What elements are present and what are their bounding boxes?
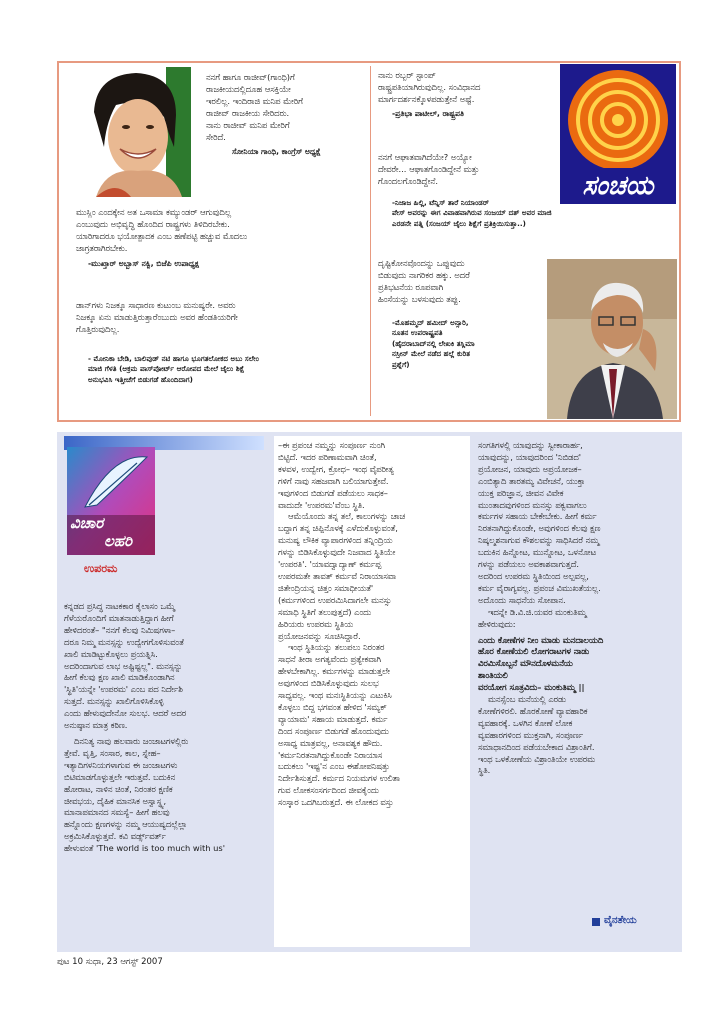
text-line: ಯಾವುದನ್ನು, ಯಾವುದರಿಂದ 'ನಿಬಿಡದ': [478, 451, 581, 462]
text-line: ಬಿಟಿಮಾಡಗೊಳ್ಳುತ್ತಲೇ ಇರುತ್ತವೆ. ಬದುಕಿನ: [64, 771, 176, 782]
text-line: ಮನಸ್ಸೆಂಬ ಮನೆಯಲ್ಲಿ ಎರಡು: [488, 694, 566, 705]
poem: [478, 635, 678, 695]
poem-line: ಎಂದು ಕೋಣೆಗಳ ನೀಂ ಮಾಡು ಮನದಾಲಯದಿ: [478, 634, 604, 645]
attr-line: ನೂತನ ಉಪರಾಷ್ಟ್ರಪತಿ: [392, 328, 443, 338]
text-line: ಹೇಳಿದರಂತೆ– "ನನಗೆ ಕೆಲವು ನಿಮಿಷಗಳಾ–: [64, 624, 176, 635]
text-line: ಮಾನಾಪಮಾನದ ಸಮಸ್ಯೆ– ಹೀಗೆ ಹಲವು: [64, 807, 170, 818]
quote-line: ಇರಲಿಲ್ಲ. ಇಂದಿರಾಜಿ ಮನಿಪ ಮೇರಿಗೆ: [206, 95, 303, 106]
author-square-icon: [592, 918, 600, 926]
text-line: ಯುಕ್ತ ಪರಿಜ್ಞಾನ, ಜೀವನ ವಿವೇಕ: [478, 487, 564, 498]
text-line: ಹೇಳುವಂತೆ 'The world is too much with us': [64, 843, 226, 854]
quote-line: ನಾನು ರಬ್ಬರ್ ಸ್ಟಾಂಪ್: [378, 70, 436, 80]
article-column-2: [278, 440, 468, 809]
author-name: ವೈನತೇಯ: [604, 915, 637, 926]
attr-line: ಎರಡನೇ ಪತ್ನಿ (ಸಂಜಯ್ ಜೈಲು ಶಿಕ್ಷೆಗೆ ಪ್ರತಿಕ್ರಿಯಿಸುತ್ತಾ..): [392, 218, 526, 228]
text-line: ಸಮಾಧಿ ಸ್ಥಿತಿಗೆ ತಲುಪುತ್ತದೆ) ಎಂದು: [278, 606, 372, 617]
hamid-ansari-photo: [547, 259, 677, 419]
patil-attribution: -ಪ್ರತಿಭಾ ಪಾಟೀಲ್, ರಾಷ್ಟ್ರಪತಿ: [392, 109, 465, 118]
text-line: ಹಿರಿಯರು ಉಪರಮ ಸ್ಥಿತಿಯ: [278, 618, 354, 629]
text-line: ಮನುಷ್ಯ ಲೌಕಿಕ ವ್ಯಾಪಾರಗಳಿಂದ ತನ್ನಿಂದ್ರಿಯ: [278, 535, 393, 546]
text-line: ಮುಂತಾದವುಗಳಿಂದ ಮನಸ್ಸು ಪಕ್ವವಾಗಲು: [478, 499, 587, 510]
sonia-attribution: ಸೋನಿಯಾ ಗಾಂಧಿ, ಕಾಂಗ್ರೆಸ್ ಅಧ್ಯಕ್ಷೆ: [232, 147, 321, 156]
monica-attribution: [88, 354, 366, 385]
text-line: ಬಿಟ್ಟಿದೆ. ಇದರ ಪರಿಣಾಮವಾಗಿ ಚಿಂತೆ,: [278, 451, 377, 462]
monica-quote: [76, 300, 368, 336]
text-line: ವ್ಯಾಯಾಮ' ಸಹಾಯ ಮಾಡುತ್ತದೆ. ಕರ್ಮ: [278, 713, 388, 724]
text-line: ವ್ಯವಹಾರಗಳಿಂದ ಮುಕ್ತನಾಗಿ, ಸಂಪೂರ್ಣ: [478, 729, 584, 740]
text-line: ವ್ಯವಹಾರಕ್ಕೆ. ಒಳಗಿನ ಕೋಣೆ ಲೋಕ: [478, 717, 573, 728]
poem-line: ವಿರಮಿಸೊಬ್ಬನೆ ಮೌನದೊಳಮನೆಯ: [478, 658, 573, 669]
quote-line: ರಾಷ್ಟ್ರಪತಿಯಾಗಿರುವುದಿಲ್ಲ. ಸಂವಿಧಾನದ: [378, 81, 481, 92]
quote-line: ನಾನು ರಾಜೀವ್ ಮನಿಪ ಮೇರಿಗೆ: [206, 119, 290, 130]
attr-line: - ಮೋನಿಕಾ ಬೇಡಿ, ಬಾಲಿವುಡ್ ನಟಿ ಹಾಗೂ ಭೂಗತಲೋಕದ ಅಬು ಸಲೇಂ: [88, 354, 259, 363]
attr-line: ಪೇಸ್ ಅವರನ್ನು ಈಗ ವಿವಾಹವಾಗಿರುವ ಸಂಜಯ್ ದತ್ ಅವರ ಮಾಜಿ: [392, 208, 552, 218]
text-line: ಅದರಿಂದ ಉಪರಮ ಸ್ಥಿತಿಯಿಂದ ಅಲ್ಪವಲ್ಲ,: [478, 570, 589, 581]
naqvi-quote: [76, 207, 368, 255]
attr-line: ಪ್ರಶ್ನೆಗೆ): [392, 359, 410, 369]
quote-line: ರಾಜಕೀಯದಲ್ಲಿದೂಹ ಆಸಕ್ತಿಯೇ: [206, 83, 291, 94]
column-title: ಉಪರಮ: [84, 562, 118, 575]
text-line: ಹೀಗೆ ಕೆಲವು ಕ್ಷಣ ಖಾಲಿ ಮಾಡಿಕೊಂಡಾಗಿನ: [64, 672, 175, 683]
text-line: ಕರ್ಮಗಳ ಸಹಾಯ ಬೇಕೇಬೇಕು. ಹೀಗೆ ಕರ್ಮ: [478, 511, 597, 522]
quote-line: ರಾಜೀವ್ ರಾಜಕೀಯ ಸೇರಿದರು.: [206, 107, 290, 118]
text-line: (ಕರ್ಮಗಳಿಂದ ಉಪರಮಿಸಿದಾಗಲೇ ಮನಸ್ಸು: [278, 594, 392, 605]
ansari-quote: [378, 258, 548, 306]
quote-line: ಮುಸ್ಲಿಂ ಎಂದಕ್ಕೇನ ಅತ ಒಸಾಮಾ ಕಮ್ಯುಂಡರ್ ಆಗುವುದಿಲ್ಲ: [76, 207, 232, 217]
text-line: ದರೂ ನಿಮ್ಮ ಮನಸ್ಸನ್ನು ಉದ್ವೇಗಗೊಳಿಸುವಂತೆ: [64, 636, 184, 647]
text-line: ನಿರ್ದೇಶಿಸುತ್ತದೆ. ಕರ್ಮದ ನಿಯಮಗಳ ಉಲಿತಾ: [278, 773, 400, 784]
text-line: ಜಿತೇಂದ್ರಿಯನ್ನ ಚಿತ್ತಂ ಸಮಾಧೀಯತೆ': [278, 582, 374, 593]
attr-line: -ನಿಜಾಜ ಹಿಲ್ಲಿ, ಟೆನ್ನಿಸ್ ತಾರೆ ನಿಯಾಂಡರ್: [392, 198, 489, 207]
text-line: ಅಕ್ರಮಿಸಿಕೊಳ್ಳುತ್ತವೆ. ಕವಿ ವರ್ಡ್ಸ್‌ವರ್ತ್: [64, 831, 166, 842]
text-line: ಗಳನ್ನು ಬಿಡಿಸಿಕೊಳ್ಳುವುದೇ ನಿಜವಾದ ಸ್ಥಿತಿಯೇ: [278, 547, 396, 558]
attr-line: -ಮೊಹಮ್ಮದ್ ಹಮೀದ್ ಅನ್ಸಾರಿ,: [392, 318, 469, 327]
quote-line: ಗೊಂದಲಗೊಂಡಿದ್ದೇನೆ.: [378, 175, 438, 186]
quote-line: ಜಾಗ್ರತರಾಗಿರಬೇಕು.: [76, 242, 128, 253]
quote-line: ನನಗೆ ಆಘಾತವಾಗಿದೆಯೇ? ಅಯ್ಯೋ: [378, 152, 472, 162]
text-line: ಹನ್ನೊಂದು ಕ್ಷಣಗಳನ್ನು ನಮ್ಮ ಆಯುಷ್ಯದಲ್ಲೆಲ್ಲಾ: [64, 819, 188, 830]
naqvi-attribution: -ಮುಖ್ತಾರ್ ಅಬ್ಬಾಸ್ ನಕ್ವಿ, ಬಿಜೆಪಿ ಉಪಾಧ್ಯಕ್ಷ: [88, 259, 199, 268]
text-line: ಬದ್ದಾಗ ತನ್ನ ಚಿಪ್ಪಿನೊಳಕ್ಕೆ ಎಳೆದುಕೊಳ್ಳುವಂತೆ,: [278, 523, 398, 534]
patil-quote: [378, 70, 558, 106]
text-line: ತ್ತೇವೆ. ವೃತ್ತಿ, ಸಂಸಾರ, ಕಾಲ, ಸ್ನೇಹ–: [64, 747, 161, 758]
text-line: ಇದನ್ನೇ ಡಿ.ವಿ.ಜಿ.ಯವರ ಮಂಕುತಿಮ್ಮ: [488, 606, 587, 617]
quote-line: ಹಿಂಸೆಯನ್ನು ಬಳಸುವುದು ತಪ್ಪು.: [378, 293, 461, 304]
text-line: ಇತ್ಯಾದಿಗಳನಿಯಗಳಾಗುವ ಈ ಜಂಜಾಟಗಳು: [64, 759, 178, 770]
text-line: ಅಸಾಧ್ಯ ಮಾತ್ರವಲ್ಲ, ಅನಾವಶ್ಯಕ ಹೌದು.: [278, 737, 383, 748]
text-line: 'ಸ್ಥಿತಿ'ಯನ್ನೇ 'ಉಪರಮ' ಎಂಬ ಪದ ನಿರ್ದೇಶಿ: [64, 684, 183, 695]
text-line: ಹೇಳಿರುವುದು:: [478, 618, 516, 629]
text-line: ಕೊಳ್ಳಲು ಬಿದ್ದ ಭಗವಂತ ಹೇಳಿದ 'ಸಮ್ಯಕ್: [278, 701, 387, 712]
text-line: ಪ್ರಯೋಜನವನ್ನು ಸೂಚಿಸಿದ್ದಾರೆ.: [278, 630, 361, 641]
quote-line: ನನಗೆ ಹಾಗೂ ರಾಜೀವ್(ಗಾಂಧಿ)ಗೆ: [206, 72, 295, 82]
text-line: ಸಾಧನೆ ತೀರಾ ಅಗತ್ಯವೆಂದು ಪ್ರತ್ಯೇಕವಾಗಿ: [278, 654, 381, 665]
text-line: ನಿರತನಾಗಿದ್ದುಕೊಂಡೇ, ಅವುಗಳಿಂದ ಕೆಲವು ಕ್ಷಣ: [478, 523, 601, 534]
text-line: ದಿಂದ ಸಂಪೂರ್ಣ ಬಿಡುಗಡೆ ಹೊಂದುವುದು: [278, 725, 389, 736]
text-line: ಅದರಿಂದಾಗುವ ಲಾಭ ಅಷ್ಟಿಷ್ಟಲ್ಲ". ಮನಸ್ಸನ್ನು: [64, 660, 183, 671]
text-line: ಜೀವಭಯ, ದೈಹಿಕ ಮಾನಸಿಕ ಅಸ್ವಾಸ್ಥ್ಯ,: [64, 795, 167, 806]
ansari-attribution: [392, 318, 550, 370]
text-line: ಬದುಕಿನ ಹಿನ್ನೋಟ, ಮುನ್ನೋಟ, ಒಳನೋಟ: [478, 547, 596, 558]
quote-line: ಡಾನ್‌ಗಳು ನಿಜಕ್ಕೂ ಸಾಧಾರಣ ಕುಟುಂಬ ಮನುಷ್ಯರೇ. ಅವರು: [76, 300, 236, 310]
text-line: ದಿನನಿತ್ಯ ನಾವು ಹಲವಾರು ಜಂಜಾಟಗಳಲ್ಲಿರು: [74, 735, 189, 746]
quote-line: ಬಿಡುವುದು ನಾಗರಿಕರ ಹಕ್ಕು. ಅದರೆ: [378, 269, 470, 280]
text-line: ಖಾಲಿ ಮಾಡಿಟ್ಟುಕೊಳ್ಳಲು ಪ್ರಯತ್ನಿಸಿ.: [64, 648, 158, 659]
quote-line: ಎಂಬುವುದು ಅಭಿವೃದ್ಧಿ ಹೊಂದಿದ ರಾಷ್ಟ್ರಗಳು ತಿಳಿದಿರಬೇಕು.: [76, 218, 230, 229]
text-line: ಹೇಳಬೇಕಾಗಿಲ್ಲ. ಕರ್ಮಗಳನ್ನು ಮಾಡುತ್ತಲೇ: [278, 666, 391, 677]
text-line: ಸಂಸ್ಕಾರ ಒದಗಿಬರುತ್ತದೆ. ಈ ಲೋಕದ ವಸ್ತು: [278, 797, 394, 808]
text-line: ಸಂಗತಿಗಳಲ್ಲಿ ಯಾವುದನ್ನು ಸ್ವೀಕಾರಾರ್ಹ,: [478, 440, 583, 450]
attr-line: ನಸ್ರೀನ್ ಮೇಲೆ ನಡೆದ ಹಲ್ಲೆ ಕುರಿತ: [392, 349, 471, 359]
text-line: ಇವುಗಳಿಂದ ಬಿಡುಗಡೆ ಪಡೆಯಲು ಸಾಧಕ–: [278, 487, 388, 498]
article-column-1: [64, 601, 272, 855]
quote-line: ನಿಜಕ್ಕೂ ಏನು ಮಾಡುತ್ತಿರುತ್ತಾರೆಂಬುದು ಅವರ ಹೆಂಡತಿಯರಿಗೇ: [76, 311, 238, 322]
quotes-divider: [370, 66, 371, 416]
text-line: ಗೆಳೆಯರೊಂದಿಗೆ ಮಾತನಾಡುತ್ತಿದ್ದಾಗ ಹೀಗೆ: [64, 612, 174, 623]
attr-line: (ಹೈದರಾಬಾದ್‌ನಲ್ಲಿ ಲೇಖಕಿ ತಸ್ಲಿಮಾ: [392, 338, 475, 348]
text-line: ಗಳನ್ನು ಪಡೆಯಲು ಅವಕಾಶವಾಗುತ್ತದೆ.: [478, 559, 580, 570]
text-line: ಸಾಧ್ಯವಲ್ಲ. ಇಂಥ ಮನಃಸ್ಥಿತಿಯನ್ನು ಎಟುಕಿಸಿ: [278, 690, 392, 701]
article-column-3: [478, 440, 678, 777]
text-line: ಇಂಥ ಒಳಕೋಣೆಯ ವಿಶ್ರಾಂತಿಯೇ ಉಪರಮ: [478, 753, 595, 764]
poem-line: ಹೊರ ಕೋಣೆಯಲಿ ಲೋಗರಾಟಗಳ ನಾಡು: [478, 646, 590, 657]
text-line: ಇಂಥ ಸ್ಥಿತಿಯನ್ನು ತಲುಪಲು ನಿರಂತರ: [288, 642, 385, 653]
text-line: ಬದುಕಲು 'ಇಷ್ಟ'ನ ಎಂಬ ಈಶೋಪನಿಷತ್ತು: [278, 761, 390, 772]
attr-line: ಮಾಜಿ ಗೆಳತಿ (ಆಕ್ರಮ ಪಾಸ್‌ಪೋರ್ಟ್ ಆರೋಪದ ಮೇಲೆ ಜೈಲು ಶಿಕ್ಷೆ: [88, 364, 245, 374]
text-line: ಎಂಬಿತ್ಯಾದಿ ತಾರತಮ್ಯ ವಿವೇಚನೆ, ಯುಕ್ತಾ: [478, 475, 586, 486]
text-line: ಗುವ ಲೋಕಸಂಸರ್ಗದಿಂದ ಜೀವಕೈಂದು: [278, 785, 379, 796]
quote-line: ಯಾರಿಗಾದರೂ ಭಯೋತ್ಪಾದಕ ಎಂಬ ಹಣೆಪಟ್ಟಿ ಹಚ್ಚುವ ಮೊದಲು: [76, 230, 248, 241]
quote-line: ಸೇರಿದೆ.: [206, 131, 226, 142]
text-line: ಸುತ್ತದೆ. ಮನಸ್ಸನ್ನು ಖಾಲಿಗೊಳಿಸಿಕೊಳ್ಳಿ: [64, 696, 164, 707]
text-line: –ಈ ಪ್ರಪಂಚ ನಮ್ಮನ್ನು ಸಂಪೂರ್ಣ ನುಂಗಿ: [278, 440, 385, 450]
sonia-quote: [206, 72, 366, 143]
quote-line: ದೃಷ್ಟಿಕೋನವೊಂದನ್ನು ಒಪ್ಪುವುದು: [378, 258, 465, 268]
sanchaya-logo-text: ಸಂಚಯ: [582, 171, 654, 201]
poem-line: ವರಯೋಗ ಸೂತ್ರವಿದು– ಮಂಕುತಿಮ್ಮ ||: [478, 682, 585, 693]
text-line: ಕಳವಳ, ಉದ್ವೇಗ, ಕ್ರೋಧ– ಇಂಥ ವೈಪರೀತ್ಯ: [278, 463, 394, 474]
text-line: ಅನುಷ್ಠಾನ ಮಾತ್ರ ಕಠಿಣ.: [64, 720, 128, 731]
column-logo-text-1: ವಿಚಾರ: [70, 514, 104, 532]
column-logo-text-2: ಲಹರಿ: [104, 532, 133, 550]
sonia-gandhi-photo: [76, 67, 191, 197]
text-line: ಅವುಗಳಿಂದ ಬಿಡಿಸಿಕೊಳ್ಳುವುದು ಸುಲಭ: [278, 678, 379, 689]
quote-line: ಮಾರ್ಗದರ್ಶನಕ್ಕೊಳಪಡುತ್ತೇನೆ ಅಷ್ಟೆ.: [378, 93, 475, 104]
text-line: ಕರ್ಮ ವೈರಾಗ್ಯವಲ್ಲ. ಪ್ರಪಂಚ ವಿಮುಖತೆಯಲ್ಲ.: [478, 582, 601, 593]
text-line: ಅದೊಂದು ಸಾಧನೆಯ ಸೋಪಾನ.: [478, 594, 566, 605]
text-line: ಆಮೆಯೊಂದು ತನ್ನ ತಲೆ, ಕಾಲುಗಳನ್ನು ಚಾಚ: [288, 511, 406, 522]
text-line: ಎಂದು ಹೇಳುವುದೇನೋ ಸುಲಭ. ಆದರೆ ಅದರ: [64, 708, 187, 719]
text-line: ಉಪರಮತೇ ತಾವತ್ ಕರ್ಮವೆ ನಿರಾಯಾಸವಾ: [278, 570, 397, 581]
text-line: ವಾದುದೇ 'ಉಪರಮ'ವೆಂಬ ಸ್ಥಿತಿ.: [278, 499, 365, 510]
attr-line: ಅನುಭವಿಸಿ ಇತ್ತೀಚೆಗೆ ಬಿಡುಗಡೆ ಹೊಂದಿದಾಗ): [88, 374, 193, 384]
text-line: 'ಉಪರತಿ'. 'ಯಾವದ್ವಾದ್ಯಾಣ್ ಕರ್ಮಪ್ಪ: [278, 559, 382, 570]
quote-line: ಗೊತ್ತಿರುವುದಿಲ್ಲ.: [76, 323, 120, 334]
text-line: ನಿಷ್ಕಲ್ಮಶನಾಗುವ ಕೌಶಲವನ್ನು ಸಾಧಿಸಿದರೆ ನಮ್ಮ: [478, 535, 600, 546]
text-line: ಸಮಾಧಾನದಿಂದ ಪಡೆಯಬೇಕಾದ ವಿಶ್ರಾಂತಿಗೆ.: [478, 741, 595, 752]
quote-line: ಪ್ರತಿಭಟನೆಯ ರೂಪವಾಗಿ: [378, 281, 444, 292]
page-footer: ಪುಟ 10 ಸುಧಾ, 23 ಆಗಸ್ಟ್ 2007: [57, 957, 163, 967]
ahmed-quote: [378, 152, 558, 188]
text-line: 'ಕರ್ಮನಿರತನಾಗಿದ್ದುಕೊಂಡೇ ನಿರಾಯಾಸ: [278, 749, 383, 760]
text-line: ಗಳಿಗೆ ನಾವು ಸಹಜವಾಗಿ ಬಲಿಯಾಗುತ್ತೇವೆ.: [278, 475, 389, 486]
quote-line: ದೇವರೇ... ಆಘಾತಗೊಂಡಿದ್ದೇನೆ ಮತ್ತು: [378, 163, 480, 174]
poem-line: ಶಾಂತಿಯಲಿ: [478, 670, 508, 681]
text-line: ಹೋರಾಟ, ನಾಳಿನ ಚಿಂತೆ, ನಿರಂತರ ಕ್ಷಣಿಕ: [64, 783, 173, 794]
text-line: ಪ್ರಯೋಜನ, ಯಾವುದು ಅಪ್ರಯೋಜಕ–: [478, 463, 582, 474]
text-line: ಕನ್ನಡದ ಪ್ರಸಿದ್ಧ ನಾಟಕಕಾರ ಕೈಲಾಸಂ ಒಮ್ಮೆ: [64, 601, 176, 611]
text-line: ಕೋಣೆಗಳಿರಲಿ. ಹೊರಕೋಣೆ ವ್ಯಾವಹಾರಿಕ: [478, 705, 588, 716]
text-line: ಸ್ಥಿತಿ.: [478, 765, 491, 776]
